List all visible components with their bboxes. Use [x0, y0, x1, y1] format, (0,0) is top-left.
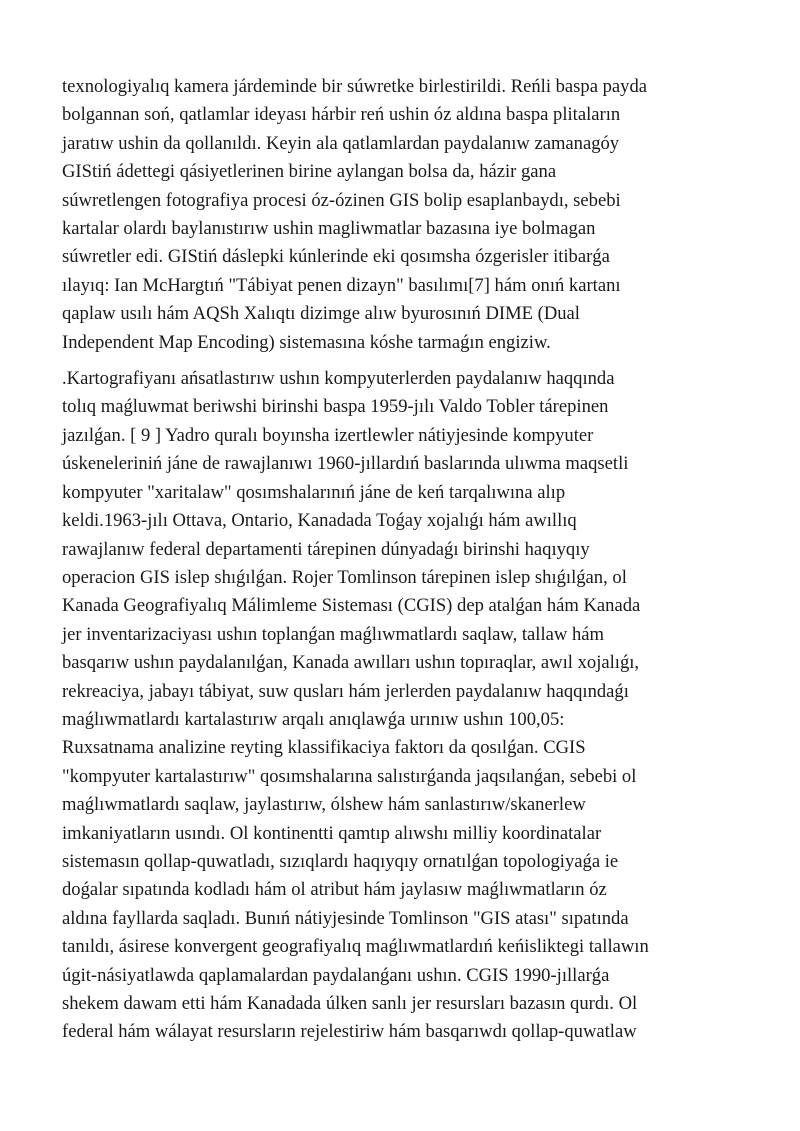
- text-line: rekreaciya, jabayı tábiyat, suw qusları hám jerlerden paydalanıw haqqındaǵı: [62, 680, 629, 702]
- text-line: maǵlıwmatlardı kartalastırıw arqalı anıqlawǵa urınıw ushın 100,05:: [62, 708, 565, 730]
- text-line: súwretlengen fotografiya procesi óz-ózinen GIS bolip esaplanbaydı, sebebi: [62, 189, 621, 211]
- text-line: súwretler edi. GIStiń dáslepki kúnlerinde eki qosımsha ózgerisler itibarǵa: [62, 246, 610, 268]
- text-line: úskeneleriniń jáne de rawajlanıwı 1960-jıllardıń baslarında ulıwma maqsetli: [62, 453, 629, 475]
- text-line: rawajlanıw federal departamenti tárepinen dúnyadaǵı birinshi haqıyqıy: [62, 538, 590, 560]
- paragraph-1: [62, 73, 752, 357]
- text-line: jer inventarizaciyası ushın toplanǵan maǵlıwmatlardı saqlaw, tallaw hám: [62, 623, 604, 645]
- text-line: bolgannan soń, qatlamlar ideyası hárbir reń ushin óz aldına baspa plitaların: [62, 104, 621, 126]
- text-line: GIStiń ádettegi qásiyetlerinen birine aylangan bolsa da, házir gana: [62, 161, 557, 183]
- text-line: kartalar olardı baylanıstırıw ushin magliwmatlar bazasına iye bolmagan: [62, 218, 596, 240]
- text-line: .Kartografiyanı ańsatlastırıw ushın kompyuterlerden paydalanıw haqqında: [62, 368, 615, 390]
- text-line: "kompyuter kartalastırıw" qosımshalarına salıstırǵanda jaqsılanǵan, sebebi ol: [62, 765, 637, 787]
- text-line: shekem dawam etti hám Kanadada úlken sanlı jer resursları bazasın qurdı. Ol: [62, 993, 638, 1014]
- text-line: keldi.1963-jılı Ottava, Ontario, Kanadada Toǵay xojalıǵı hám awıllıq: [62, 510, 577, 532]
- text-line: ılayıq: Ian McHargtıń "Tábiyat penen dizayn" basılımı[7] hám onıń kartanı: [62, 274, 621, 296]
- paragraph-2: [62, 365, 752, 1047]
- text-line: texnologiyalıq kamera járdeminde bir súwretke birlestirildi. Reńli baspa payda: [62, 76, 648, 97]
- text-line: tolıq maǵluwmat beriwshi birinshi baspa 1959-jılı Valdo Tobler tárepinen: [62, 396, 609, 418]
- text-line: basqarıw ushın paydalanılǵan, Kanada awılları ushın topıraqlar, awıl xojalıǵı,: [62, 652, 640, 674]
- text-line: federal hám wálayat resursların rejelestiriw hám basqarıwdı qollap-quwatlaw: [62, 1021, 637, 1043]
- text-line: Independent Map Encoding) sistemasına kóshe tarmaǵın engiziw.: [62, 331, 551, 353]
- text-line: úgit-násiyatlawda qaplamalardan paydalanǵanı ushın. CGIS 1990-jıllarǵa: [62, 964, 610, 986]
- text-line: maǵlıwmatlardı saqlaw, jaylastırıw, ólshew hám sanlastırıw/skanerlew: [62, 794, 586, 816]
- text-line: Ruxsatnama analizine reyting klassifikaciya faktorı da qosılǵan. CGIS: [62, 737, 586, 759]
- text-line: qaplaw usılı hám AQSh Xalıqtı dizimge alıw byurosınıń DIME (Dual: [62, 303, 580, 325]
- text-line: jazılǵan. [ 9 ] Yadro quralı boyınsha izertlewler nátiyjesinde kompyuter: [62, 424, 594, 446]
- document-page: [62, 73, 752, 1047]
- text-line: aldına fayllarda saqladı. Bunıń nátiyjesinde Tomlinson "GIS atası" sıpatında: [62, 907, 629, 929]
- text-line: doǵalar sıpatında kodladı hám ol atribut hám jaylasıw maǵlıwmatların óz: [62, 879, 607, 901]
- text-line: jaratıw ushin da qollanıldı. Keyin ala qatlamlardan paydalanıw zamanagóy: [62, 132, 620, 154]
- text-line: imkaniyatların usındı. Ol kontinentti qamtıp alıwshı milliy koordinatalar: [62, 822, 602, 844]
- text-line: kompyuter "xaritalaw" qosımshalarınıń jáne de keń tarqalıwına alıp: [62, 481, 566, 503]
- text-line: sistemasın qollap-quwatladı, sızıqlardı haqıyqıy ornatılǵan topologiyaǵa ie: [62, 850, 619, 872]
- text-line: operacion GIS islep shıǵılǵan. Rojer Tomlinson tárepinen islep shıǵılǵan, ol: [62, 566, 627, 588]
- text-line: Kanada Geografiyalıq Málimleme Sisteması (CGIS) dep atalǵan hám Kanada: [62, 595, 641, 617]
- text-line: tanıldı, ásirese konvergent geografiyalıq maǵlıwmatlardıń keńisliktegi tallawın: [62, 936, 649, 958]
